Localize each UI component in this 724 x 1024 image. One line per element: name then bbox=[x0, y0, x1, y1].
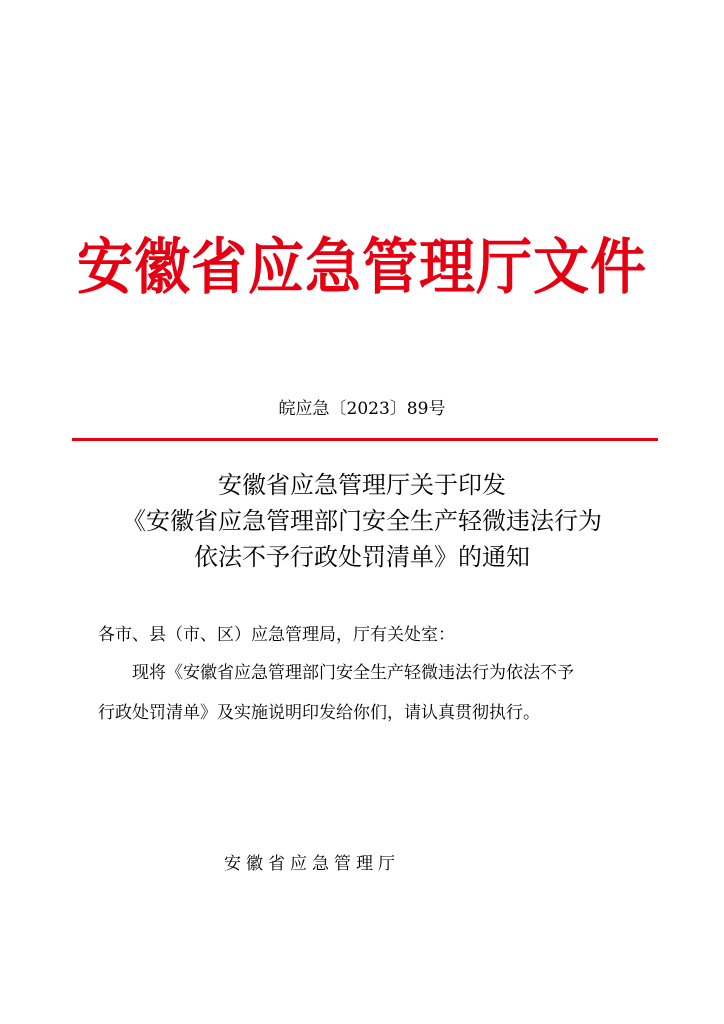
salutation: 各市、县（市、区）应急管理局，厅有关处室： bbox=[98, 625, 455, 645]
document-title bbox=[60, 467, 664, 575]
title-line: 《安徽省应急管理部门安全生产轻微违法行为 bbox=[122, 507, 602, 535]
document-number: 皖应急〔2023〕89号 bbox=[278, 399, 446, 419]
red-divider bbox=[72, 438, 658, 441]
title-line: 依法不予行政处罚清单》的通知 bbox=[194, 543, 530, 571]
signature: 安徽省应急管理厅 bbox=[224, 854, 400, 874]
title-line: 安徽省应急管理厅关于印发 bbox=[218, 471, 506, 499]
document-header: 安徽省应急管理厅文件 bbox=[77, 232, 647, 303]
body-paragraph bbox=[98, 659, 638, 739]
body-line: 行政处罚清单》及实施说明印发给你们，请认真贯彻执行。 bbox=[98, 703, 540, 723]
body-line: 现将《安徽省应急管理部门安全生产轻微违法行为依法不予 bbox=[132, 663, 574, 683]
